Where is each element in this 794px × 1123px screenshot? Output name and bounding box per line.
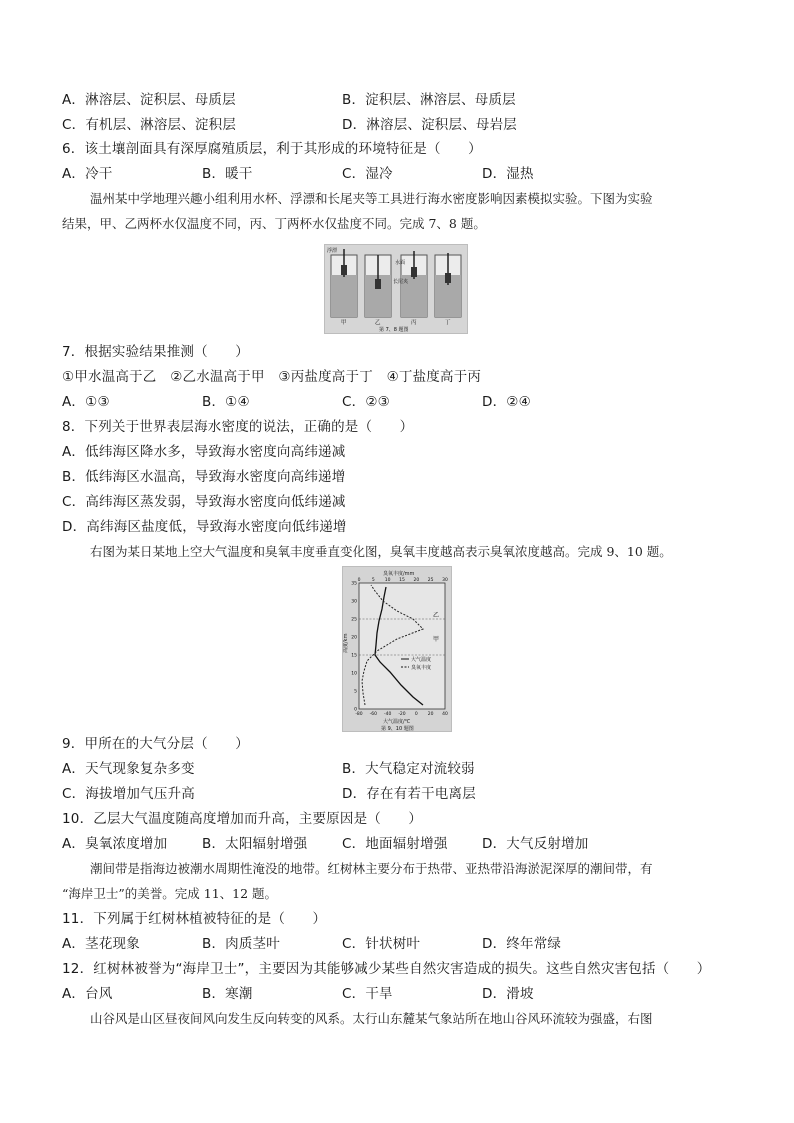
q11-option-b[interactable]: B．肉质茎叶 bbox=[202, 936, 280, 952]
height-tick-label: 30 bbox=[351, 599, 357, 605]
height-tick-label: 35 bbox=[351, 581, 357, 587]
passage-7-8-line-1: 温州某中学地理兴趣小组利用水杯、浮漂和长尾夹等工具进行海水密度影响因素模拟实验。下图为实验 bbox=[90, 191, 653, 206]
q8-option-a[interactable]: A．低纬海区降水多，导致海水密度向高纬递减 bbox=[62, 444, 346, 460]
temperature-tick-label: 0 bbox=[414, 712, 418, 717]
q9-option-c[interactable]: C．海拔增加气压升高 bbox=[62, 786, 195, 802]
q11-option-a[interactable]: A．茎花现象 bbox=[62, 936, 140, 952]
height-tick-label: 10 bbox=[351, 671, 357, 677]
figure-9-10 bbox=[342, 566, 452, 732]
layer-label-yi: 乙 bbox=[433, 612, 440, 619]
q9-option-d[interactable]: D．存在有若干电离层 bbox=[342, 786, 476, 802]
legend-temperature-label: 大气温度 bbox=[411, 657, 432, 663]
q12-stem: 12．红树林被誉为“海岸卫士”，主要因为其能够减少某些自然灾害造成的损失。这些自然灾害包括（ ） bbox=[62, 961, 711, 977]
cup-2 bbox=[365, 255, 391, 317]
q8-option-d[interactable]: D．高纬海区盐度低，导致海水密度向低纬递增 bbox=[62, 519, 347, 535]
q10-option-d[interactable]: D．大气反射增加 bbox=[482, 836, 589, 852]
figure-7-8-drawing bbox=[325, 245, 467, 333]
cup-label-2: 乙 bbox=[375, 320, 381, 326]
cup-1 bbox=[331, 249, 357, 317]
q5-option-b[interactable]: B．淀积层、淋溶层、母质层 bbox=[342, 92, 516, 108]
passage-11-12-line-1: 潮间带是指海边被潮水周期性淹没的地带。红树林主要分布于热带、亚热带沿海淤泥深厚的潮间带，有 bbox=[90, 861, 653, 876]
q6-option-d[interactable]: D．湿热 bbox=[482, 166, 534, 182]
q12-option-c[interactable]: C．干旱 bbox=[342, 986, 393, 1002]
cup-label-4: 丁 bbox=[445, 320, 451, 326]
q5-option-a[interactable]: A．淋溶层、淀积层、母质层 bbox=[62, 92, 236, 108]
temperature-tick-label: -20 bbox=[398, 712, 406, 717]
label-water-surface: 水面 bbox=[395, 260, 406, 266]
q6-stem: 6．该土壤剖面具有深厚腐殖质层，利于其形成的环境特征是（ ） bbox=[62, 141, 482, 157]
q12-option-b[interactable]: B．寒潮 bbox=[202, 986, 253, 1002]
figure-9-10-chart bbox=[343, 567, 451, 731]
q6-option-a[interactable]: A．冷干 bbox=[62, 166, 113, 182]
cup-label-1: 甲 bbox=[341, 320, 347, 326]
plot-area bbox=[359, 583, 445, 709]
passage-11-12-line-2: “海岸卫士”的美誉。完成 11、12 题。 bbox=[62, 886, 278, 901]
q7-option-b[interactable]: B．①④ bbox=[202, 394, 250, 410]
height-tick-label: 15 bbox=[351, 653, 357, 659]
q7-option-a[interactable]: A．①③ bbox=[62, 394, 110, 410]
label-float: 浮漂 bbox=[327, 248, 338, 254]
q12-option-d[interactable]: D．滑坡 bbox=[482, 986, 534, 1002]
ozone-tick-label: 10 bbox=[384, 578, 391, 583]
q6-option-b[interactable]: B．暖干 bbox=[202, 166, 253, 182]
legend-ozone-label: 臭氧丰度 bbox=[411, 665, 432, 671]
q8-option-b[interactable]: B．低纬海区水温高，导致海水密度向高纬递增 bbox=[62, 469, 346, 485]
ozone-tick-label: 25 bbox=[427, 578, 434, 583]
q12-option-a[interactable]: A．台风 bbox=[62, 986, 113, 1002]
figure-7-8 bbox=[324, 244, 468, 334]
q10-stem: 10．乙层大气温度随高度增加而升高，主要原因是（ ） bbox=[62, 811, 423, 827]
q8-option-c[interactable]: C．高纬海区蒸发弱，导致海水密度向低纬递减 bbox=[62, 494, 346, 510]
height-tick-label: 20 bbox=[351, 635, 357, 641]
q5-option-d[interactable]: D．淋溶层、淀积层、母岩层 bbox=[342, 117, 517, 133]
height-tick-label: 5 bbox=[354, 689, 357, 695]
height-axis-title: 高度/km bbox=[343, 633, 349, 653]
q7-option-c[interactable]: C．②③ bbox=[342, 394, 390, 410]
ozone-tick-label: 30 bbox=[442, 578, 448, 583]
layer-label-jia: 甲 bbox=[433, 636, 440, 643]
q10-option-b[interactable]: B．太阳辐射增强 bbox=[202, 836, 308, 852]
figure-9-10-caption: 第 9、10 题图 bbox=[381, 726, 414, 731]
q7-option-d[interactable]: D．②④ bbox=[482, 394, 531, 410]
q7-statements: ①甲水温高于乙 ②乙水温高于甲 ③丙盐度高于丁 ④丁盐度高于丙 bbox=[62, 369, 482, 385]
ozone-axis-title: 臭氧丰度/mm bbox=[383, 571, 415, 577]
ozone-tick-label: 20 bbox=[413, 578, 420, 583]
q7-stem: 7．根据实验结果推测（ ） bbox=[62, 344, 249, 360]
height-tick-label: 25 bbox=[351, 617, 357, 623]
q6-option-c[interactable]: C．湿冷 bbox=[342, 166, 393, 182]
temperature-tick-label: 40 bbox=[442, 712, 448, 717]
ozone-tick-label: 15 bbox=[399, 578, 405, 583]
temperature-axis-title: 大气温度/℃ bbox=[383, 719, 411, 725]
q5-option-c[interactable]: C．有机层、淋溶层、淀积层 bbox=[62, 117, 237, 133]
passage-9-10-line-1: 右图为某日某地上空大气温度和臭氧丰度垂直变化图，臭氧丰度越高表示臭氧浓度越高。完成 9、10 题。 bbox=[90, 544, 672, 559]
figure-7-8-caption: 第 7、8 题图 bbox=[379, 327, 409, 333]
temperature-tick-label: -60 bbox=[369, 712, 378, 717]
q11-option-c[interactable]: C．针状树叶 bbox=[342, 936, 421, 952]
q11-stem: 11．下列属于红树林植被特征的是（ ） bbox=[62, 911, 327, 927]
ozone-tick-label: 5 bbox=[371, 578, 375, 583]
cup-label-3: 丙 bbox=[411, 320, 417, 326]
ozone-tick-label: 0 bbox=[357, 578, 361, 583]
height-tick-label: 0 bbox=[354, 707, 357, 713]
passage-next-line-1: 山谷风是山区昼夜间风向发生反向转变的风系。太行山东麓某气象站所在地山谷风环流较为强盛，右图 bbox=[90, 1011, 653, 1026]
q10-option-c[interactable]: C．地面辐射增强 bbox=[342, 836, 448, 852]
cup-4 bbox=[435, 253, 461, 317]
label-binder-clip: 长尾夹 bbox=[393, 279, 409, 285]
temperature-tick-label: 20 bbox=[427, 712, 434, 717]
temperature-tick-label: -80 bbox=[355, 712, 363, 717]
q10-option-a[interactable]: A．臭氧浓度增加 bbox=[62, 836, 168, 852]
q11-option-d[interactable]: D．终年常绿 bbox=[482, 936, 562, 952]
q9-option-a[interactable]: A．天气现象复杂多变 bbox=[62, 761, 195, 777]
q9-option-b[interactable]: B．大气稳定对流较弱 bbox=[342, 761, 475, 777]
passage-7-8-line-2: 结果，甲、乙两杯水仅温度不同，丙、丁两杯水仅盐度不同。完成 7、8 题。 bbox=[62, 216, 486, 231]
temperature-tick-label: -40 bbox=[383, 712, 392, 717]
q9-stem: 9．甲所在的大气分层（ ） bbox=[62, 736, 249, 752]
q8-stem: 8．下列关于世界表层海水密度的说法，正确的是（ ） bbox=[62, 419, 414, 435]
